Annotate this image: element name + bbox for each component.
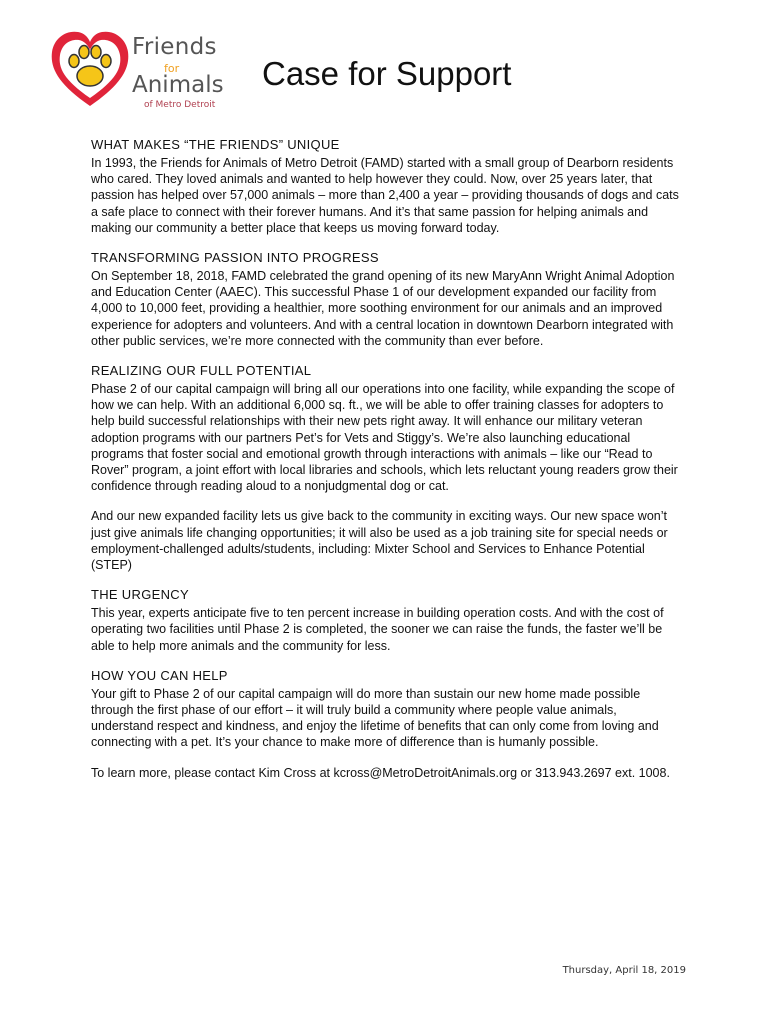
section-urgency	[91, 587, 679, 654]
heart-paw-icon	[48, 28, 132, 112]
section-heading: REALIZING OUR FULL POTENTIAL	[91, 363, 312, 379]
section-potential	[91, 363, 679, 573]
document-title: Case for Support	[262, 55, 512, 92]
document-body	[91, 137, 679, 795]
logo-line-of-metro-detroit: of Metro Detroit	[144, 100, 216, 110]
section-heading: THE URGENCY	[91, 587, 189, 603]
section-paragraph: And our new expanded facility lets us give back to the community in exciting ways. Our new space won’t just give animals life changing opportunities; it will also be used as a job training site for special needs or employment-challenged adults/students, including: Mixter School and Services to Enhance Potential (STEP)	[91, 509, 668, 573]
logo-line-for: for	[164, 62, 180, 75]
section-heading: HOW YOU CAN HELP	[91, 667, 228, 683]
section-paragraph: Your gift to Phase 2 of our capital campaign will do more than sustain our new home made possible through the first phase of our effort – it will truly build a community where people value animals, understand respect and kindness, and enjoy the lifetime of benefits that can only come from loving and connecting with a pet. It’s your chance to make more of difference than is humanly possible.	[91, 686, 659, 750]
logo-line-animals: Animals	[132, 72, 224, 98]
contact-paragraph: To learn more, please contact Kim Cross at kcross@MetroDetroitAnimals.org or 313.943.2697 ext. 1008.	[91, 765, 670, 780]
friends-for-animals-logo	[48, 28, 238, 114]
section-how-you-can-help	[91, 668, 679, 781]
section-heading: WHAT MAKES “THE FRIENDS” UNIQUE	[91, 137, 340, 152]
section-unique	[91, 137, 679, 236]
section-transforming	[91, 250, 679, 349]
section-paragraph: Phase 2 of our capital campaign will bring all our operations into one facility, while expanding the scope of how we can help. With an additional 6,000 sq. ft., we will be able to offer training classes for adopters to help build successful relationships with their new pets right away. It will enhance our military veteran adoption programs with our partners Pet’s for Vets and Stiggy’s. We’re also launching educational programs that foster social and emotional growth through interactions with animals – like our “Read to Rover” program, a joint effort with local libraries and schools, which lets reluctant young readers grow their confidence through reading aloud to a nonjudgmental dog or cat.	[91, 382, 678, 494]
section-paragraph: In 1993, the Friends for Animals of Metro Detroit (FAMD) started with a small group of Dearborn residents who cared. They loved animals and wanted to help however they could. Now, over 25 years later, that passion has helped over 57,000 animals – more than 2,400 a year – providing thousands of dogs and cats a safe place to connect with their forever humans. And it’s that same passion for helping animals and making our community a better place that keeps us moving forward today.	[91, 156, 679, 235]
footer-date: Thursday, April 18, 2019	[562, 965, 686, 976]
section-paragraph: On September 18, 2018, FAMD celebrated the grand opening of its new MaryAnn Wright Animal Adoption and Education Center (AAEC). This successful Phase 1 of our development expanded our facility from 4,000 to 10,000 feet, providing a healthier, more soothing environment for our animals and an improved experience for adopters and volunteers. And with a central location in downtown Dearborn integrated with other public services, we’re more connected with the community than ever before.	[91, 269, 675, 348]
logo-line-friends: Friends	[132, 34, 217, 60]
section-heading: TRANSFORMING PASSION INTO PROGRESS	[91, 250, 379, 266]
section-paragraph: This year, experts anticipate five to ten percent increase in building operation costs. And with the cost of operating two facilities until Phase 2 is completed, the sooner we can raise the funds, the faster we’ll be able to help more animals and the community for less.	[91, 606, 664, 653]
